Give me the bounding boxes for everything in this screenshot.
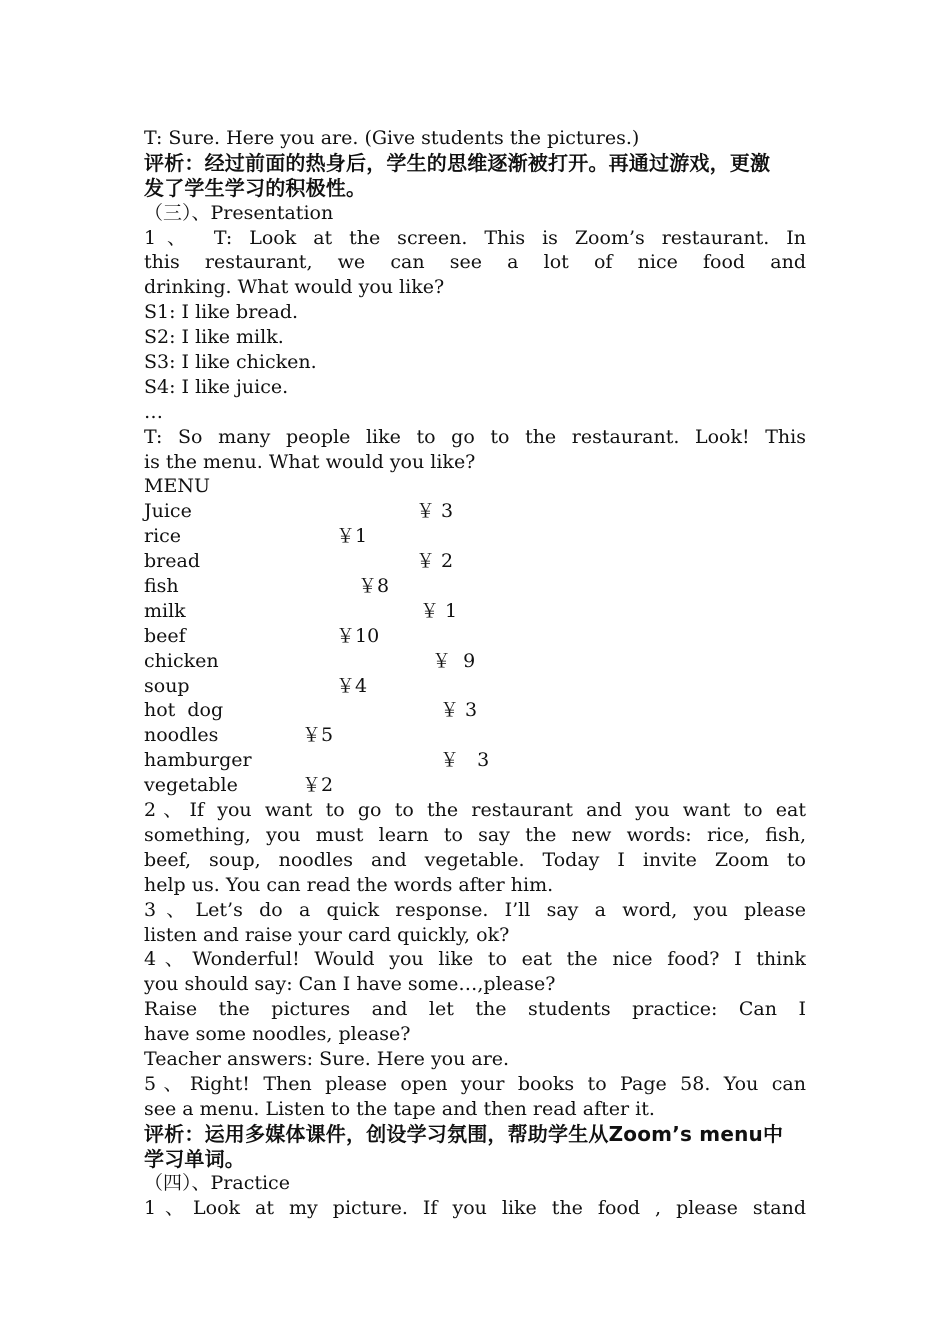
menu-item: hot dog bbox=[144, 699, 224, 722]
menu-price: ￥8 bbox=[358, 575, 390, 598]
dialog-line: S1: I like bread. bbox=[144, 301, 299, 324]
menu-title: MENU bbox=[144, 475, 210, 498]
menu-price: ￥ 2 bbox=[416, 550, 454, 573]
section-heading: （三）、Presentation bbox=[144, 201, 334, 224]
menu-row bbox=[144, 599, 806, 624]
menu-row bbox=[144, 723, 806, 748]
text-line: 2、If you want to go to the restaurant and you want to eat bbox=[144, 799, 806, 822]
text-line: Raise the pictures and let the students practice: Can I bbox=[144, 998, 806, 1021]
comment-line: 学习单词。 bbox=[144, 1146, 245, 1171]
menu-item: milk bbox=[144, 599, 186, 622]
text-line: 4、Wonderful! Would you like to eat the nice food? I think bbox=[144, 948, 806, 971]
menu-row bbox=[144, 773, 806, 798]
menu-price: ￥2 bbox=[302, 774, 334, 797]
menu-item: soup bbox=[144, 674, 190, 697]
text-line: help us. You can read the words after him. bbox=[144, 873, 554, 896]
menu-row bbox=[144, 624, 806, 649]
menu-row bbox=[144, 499, 806, 524]
text-line: something, you must learn to say the new words: rice, fish, bbox=[144, 823, 806, 846]
menu-price: ￥4 bbox=[336, 674, 368, 697]
document-body bbox=[144, 126, 806, 1221]
text-line: T: So many people like to go to the restaurant. Look! This bbox=[144, 425, 806, 448]
menu-item: bread bbox=[144, 550, 200, 573]
dialog-line: … bbox=[144, 400, 163, 423]
menu-row bbox=[144, 574, 806, 599]
dialog-line: S4: I like juice. bbox=[144, 375, 289, 398]
menu-price: ￥ 3 bbox=[416, 500, 454, 523]
text-line: see a menu. Listen to the tape and then read after it. bbox=[144, 1097, 655, 1120]
menu-item: fish bbox=[144, 575, 179, 598]
menu-price: ￥10 bbox=[336, 624, 380, 647]
text-line: have some noodles, please? bbox=[144, 1023, 411, 1046]
text-line: Teacher answers: Sure. Here you are. bbox=[144, 1047, 510, 1070]
text-line: 3、Let’s do a quick response. I’ll say a word, you please bbox=[144, 898, 806, 921]
menu-price: ￥5 bbox=[302, 724, 334, 747]
text-line: you should say: Can I have some…,please? bbox=[144, 973, 556, 996]
menu-price: ￥ 3 bbox=[440, 749, 490, 772]
menu-row bbox=[144, 674, 806, 699]
menu-item: beef bbox=[144, 624, 186, 647]
menu-row bbox=[144, 524, 806, 549]
text-line: 1、Look at my picture. If you like the food , please stand bbox=[144, 1197, 806, 1220]
section-heading: （四）、Practice bbox=[144, 1172, 290, 1195]
text-line: is the menu. What would you like? bbox=[144, 450, 476, 473]
text-line: T: Sure. Here you are. (Give students the pictures.) bbox=[144, 127, 640, 149]
dialog-line: S2: I like milk. bbox=[144, 326, 284, 349]
menu-item: vegetable bbox=[144, 774, 238, 797]
menu-price: ￥1 bbox=[336, 525, 368, 548]
menu-item: chicken bbox=[144, 649, 219, 672]
dialog-line: S3: I like chicken. bbox=[144, 351, 317, 374]
menu-row bbox=[144, 649, 806, 674]
text-line: this restaurant, we can see a lot of nice food and bbox=[144, 251, 806, 274]
text-line: beef, soup, noodles and vegetable. Today I invite Zoom to bbox=[144, 848, 806, 871]
menu-price: ￥ 9 bbox=[432, 649, 476, 672]
menu-price: ￥ 3 bbox=[440, 699, 478, 722]
menu-row bbox=[144, 549, 806, 574]
menu-row bbox=[144, 698, 806, 723]
text-line: drinking. What would you like? bbox=[144, 276, 445, 299]
text-line: 5、Right! Then please open your books to Page 58. You can bbox=[144, 1072, 806, 1095]
menu-row bbox=[144, 748, 806, 773]
text-line: listen and raise your card quickly, ok? bbox=[144, 923, 510, 946]
comment-line: 发了学生学习的积极性。 bbox=[144, 175, 367, 200]
menu-item: noodles bbox=[144, 724, 219, 747]
menu-item: hamburger bbox=[144, 749, 252, 772]
comment-line: 评析：经过前面的热身后，学生的思维逐渐被打开。再通过游戏，更激 bbox=[144, 150, 771, 175]
menu-price: ￥ 1 bbox=[420, 599, 458, 622]
menu-item: rice bbox=[144, 525, 182, 548]
comment-line: 评析：运用多媒体课件，创设学习氛围，帮助学生从Zoom’s menu中 bbox=[144, 1121, 784, 1146]
text-line: 1、 T: Look at the screen. This is Zoom’s restaurant. In bbox=[144, 226, 806, 249]
menu-item: Juice bbox=[144, 500, 192, 523]
